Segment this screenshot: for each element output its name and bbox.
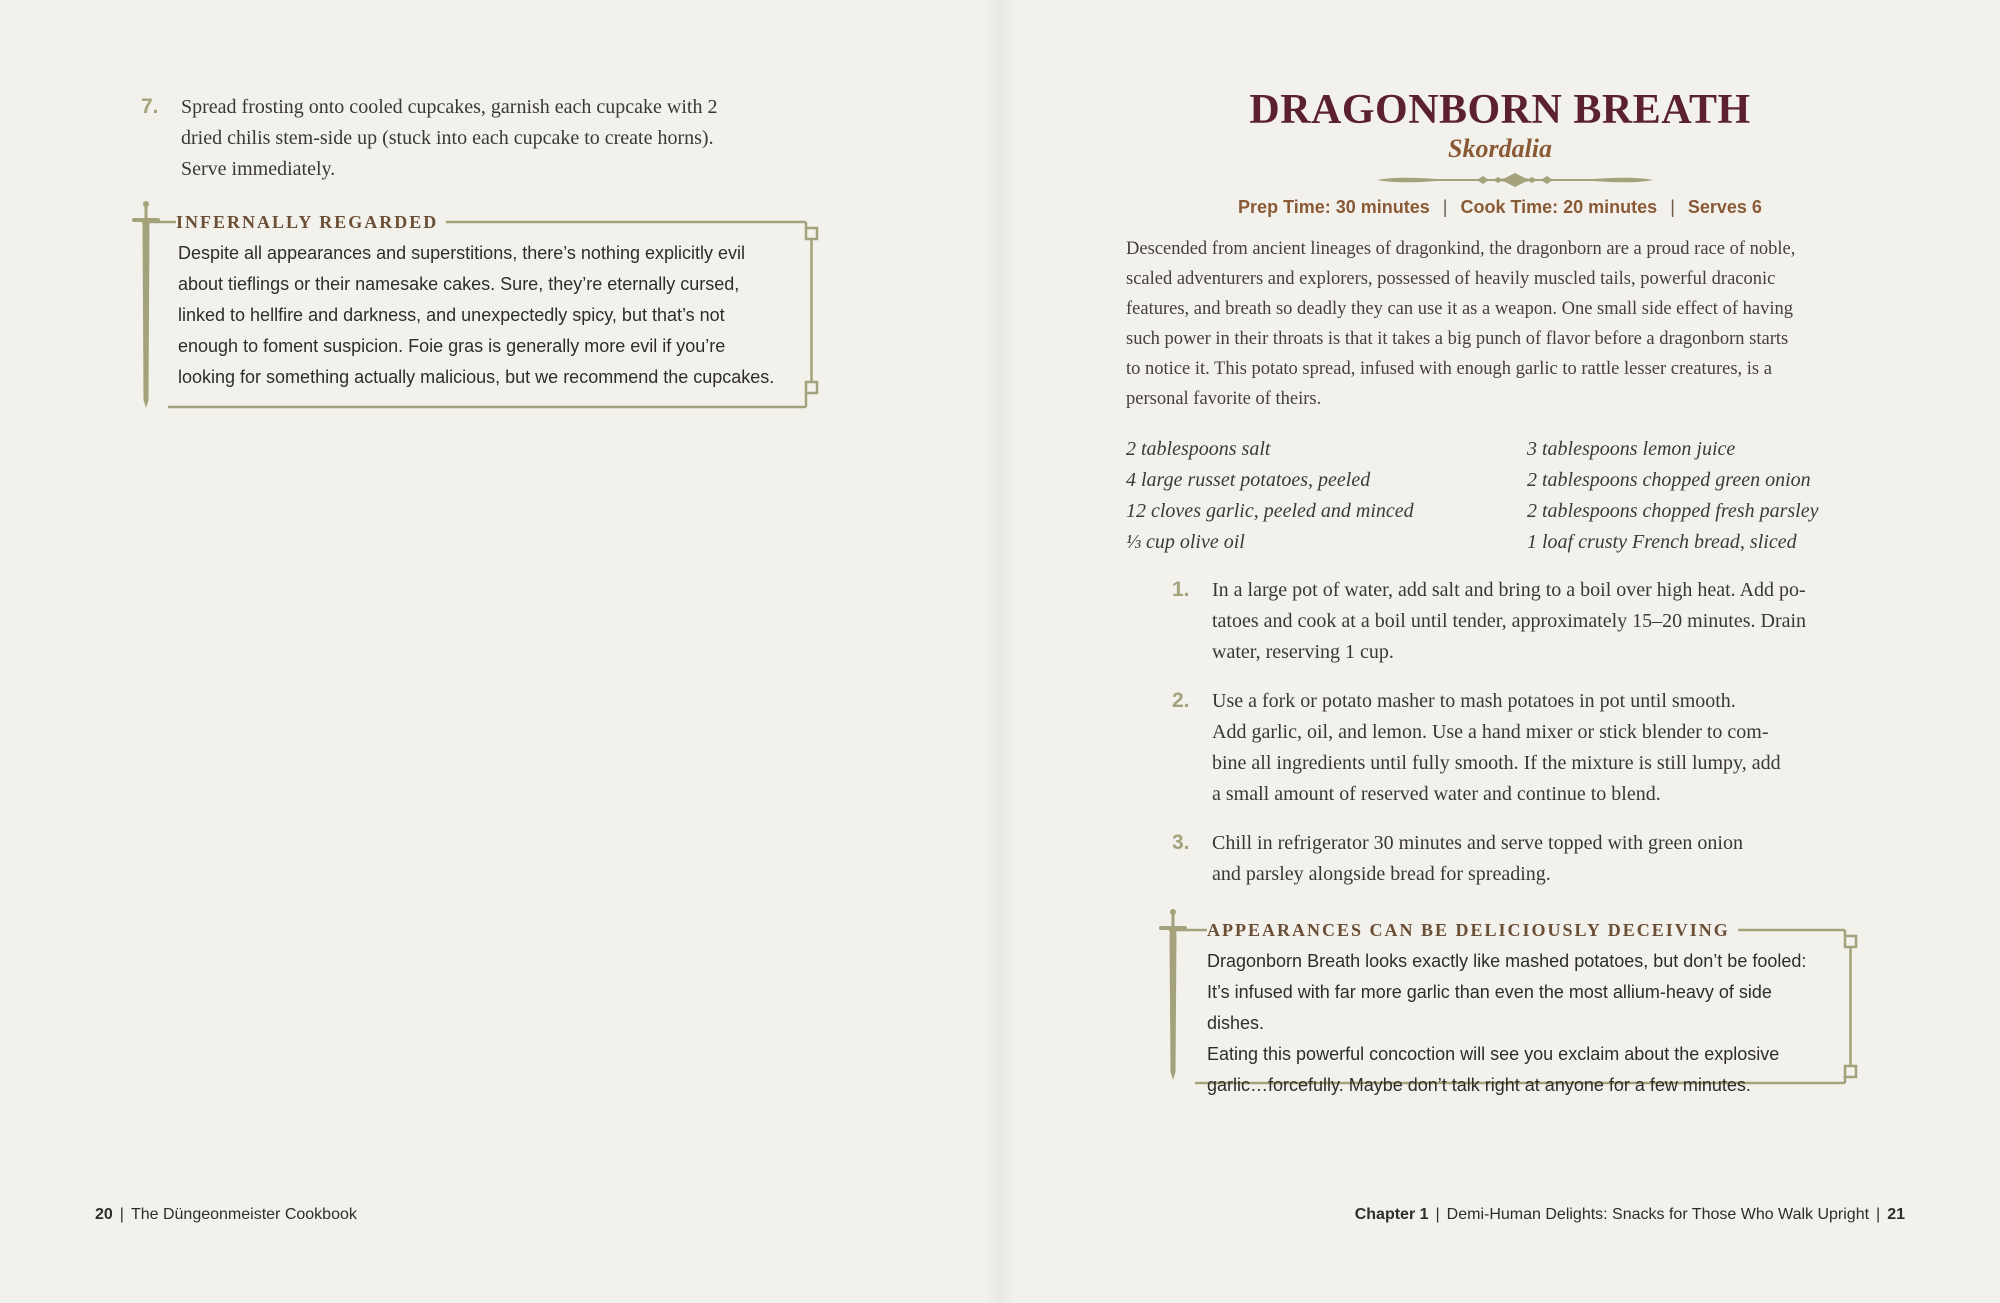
chapter-label: Chapter 1 <box>1354 1206 1429 1223</box>
sidebar-line: Eating this powerful concoction will see you exclaim about the explosive <box>1207 1044 1780 1064</box>
intro-line: features, and breath so deadly they can use it as a weapon. One small side effect of having <box>1126 299 1793 319</box>
intro-line: such power in their throats is that it takes a big punch of flavor before a dragonborn starts <box>1126 329 1789 349</box>
sidebar-line: about tieflings or their namesake cakes. Sure, they’re eternally cursed, <box>178 274 740 294</box>
step-number: 3. <box>1172 831 1190 854</box>
book-title: The Düngeonmeister Cookbook <box>130 1206 357 1223</box>
sidebar-line: It’s infused with far more garlic than even the most allium-heavy of side dishes. <box>1207 982 1772 1033</box>
recipe-intro <box>1126 234 1892 414</box>
sidebar-body <box>178 238 793 393</box>
sidebar-line: Dragonborn Breath looks exactly like mashed potatoes, but don’t be fooled: <box>1207 951 1807 971</box>
sidebar-title: INFERNALLY REGARDED <box>176 211 446 233</box>
footer-right <box>1355 1206 1905 1224</box>
step-line: bine all ingredients until fully smooth. If the mixture is still lumpy, add <box>1212 752 1781 774</box>
serves: Serves 6 <box>1687 197 1762 217</box>
ingredients-left <box>1126 434 1414 558</box>
prep-time: Prep Time: 30 minutes <box>1238 197 1430 217</box>
step-line: Spread frosting onto cooled cupcakes, garnish each cupcake with 2 <box>181 96 718 118</box>
sidebar-infernally-regarded <box>128 200 828 415</box>
step-number: 7. <box>141 95 159 118</box>
step-number: 1. <box>1172 578 1190 601</box>
ingredients-right <box>1527 434 1818 558</box>
chapter-title: Demi-Human Delights: Snacks for Those Who Walk Upright <box>1446 1206 1870 1223</box>
step-7 <box>141 92 717 185</box>
footer-left <box>95 1206 357 1224</box>
recipe-subtitle: Skordalia <box>1447 134 1553 163</box>
step-text <box>1212 686 1781 810</box>
ingredient: 2 tablespoons chopped fresh parsley <box>1527 500 1819 522</box>
sword-icon <box>128 200 168 410</box>
ingredient: ⅓ cup olive oil <box>1126 531 1245 553</box>
step-number: 2. <box>1172 689 1190 712</box>
step-line: water, reserving 1 cup. <box>1212 641 1394 663</box>
sidebar-body <box>1207 946 1832 1101</box>
ingredient: 12 cloves garlic, peeled and minced <box>1126 500 1414 522</box>
ingredient: 3 tablespoons lemon juice <box>1527 438 1736 460</box>
step-text <box>1212 575 1806 668</box>
step-line: dried chilis stem-side up (stuck into each cupcake to create horns). <box>181 127 714 149</box>
meta-separator: | <box>1442 197 1448 217</box>
sidebar-line: garlic…forcefully. Maybe don’t talk right at anyone for a few minutes. <box>1207 1075 1751 1095</box>
step-line: Chill in refrigerator 30 minutes and serve topped with green onion <box>1212 832 1743 854</box>
right-page <box>1000 0 2000 1303</box>
recipe-title: DRAGONBORN BREATH <box>1249 87 1751 133</box>
intro-line: scaled adventurers and explorers, possessed of heavily muscled tails, powerful draconic <box>1126 269 1776 289</box>
sword-icon <box>1155 908 1195 1080</box>
step-line: tatoes and cook at a boil until tender, approximately 15–20 minutes. Drain <box>1212 610 1807 632</box>
sidebar-line: Despite all appearances and superstitions, there’s nothing explicitly evil <box>178 243 745 263</box>
recipe-meta <box>1000 197 2000 218</box>
step-line: Use a fork or potato masher to mash potatoes in pot until smooth. <box>1212 690 1736 712</box>
sidebar-appearances <box>1155 908 1875 1098</box>
sidebar-line: enough to foment suspicion. Foie gras is generally more evil if you’re <box>178 336 726 356</box>
divider-ornament <box>1377 172 1653 188</box>
sidebar-line: linked to hellfire and darkness, and unexpectedly spicy, but that’s not <box>178 305 725 325</box>
step-2 <box>1172 686 1781 810</box>
footer-separator: | <box>1435 1206 1440 1223</box>
step-line: Add garlic, oil, and lemon. Use a hand mixer or stick blender to com- <box>1212 721 1769 743</box>
step-text <box>1212 828 1743 890</box>
step-1 <box>1172 575 1806 668</box>
step-text <box>181 92 717 185</box>
meta-separator: | <box>1670 197 1675 217</box>
step-3 <box>1172 828 1743 890</box>
step-line: a small amount of reserved water and continue to blend. <box>1212 783 1661 805</box>
footer-separator: | <box>119 1206 124 1223</box>
ingredient: 4 large russet potatoes, peeled <box>1126 469 1371 491</box>
ingredient: 2 tablespoons chopped green onion <box>1527 469 1811 491</box>
intro-line: Descended from ancient lineages of dragonkind, the dragonborn are a proud race of noble, <box>1126 239 1796 259</box>
page-number: 21 <box>1887 1206 1905 1223</box>
sidebar-line: looking for something actually malicious, but we recommend the cupcakes. <box>178 367 775 387</box>
page-number: 20 <box>95 1206 113 1223</box>
intro-line: to notice it. This potato spread, infused with enough garlic to rattle lesser creatures, is a <box>1126 359 1772 379</box>
ingredient: 2 tablespoons salt <box>1126 438 1271 460</box>
intro-line: personal favorite of theirs. <box>1126 389 1322 409</box>
cook-time: Cook Time: 20 minutes <box>1460 197 1658 217</box>
ingredient: 1 loaf crusty French bread, sliced <box>1527 531 1797 553</box>
step-line: In a large pot of water, add salt and bring to a boil over high heat. Add po- <box>1212 579 1806 601</box>
step-line: and parsley alongside bread for spreading. <box>1212 863 1551 885</box>
sidebar-title: APPEARANCES CAN BE DELICIOUSLY DECEIVING <box>1207 919 1738 941</box>
step-line: Serve immediately. <box>181 158 336 180</box>
footer-separator: | <box>1876 1206 1881 1223</box>
